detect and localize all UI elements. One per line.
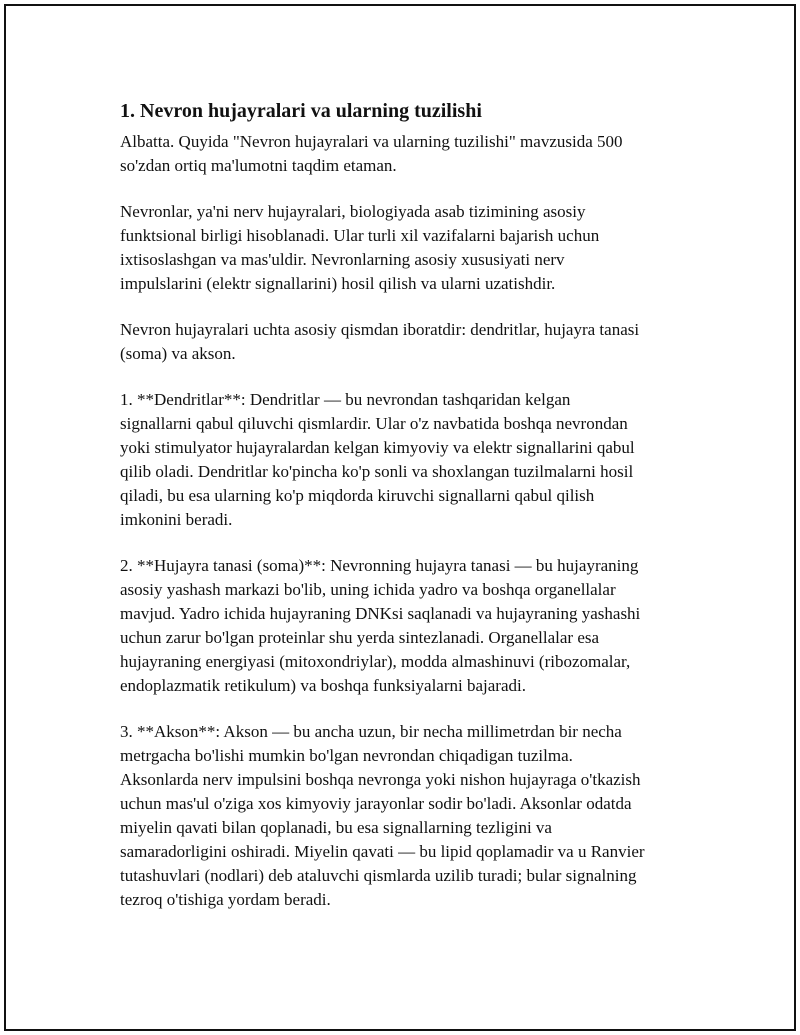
text-line: funktsional birligi hisoblanadi. Ular turli xil vazifalarni bajarish uchun bbox=[120, 226, 600, 245]
text-line: 1. **Dendritlar**: Dendritlar — bu nevrondan tashqaridan kelgan bbox=[120, 390, 571, 409]
text-line: endoplazmatik retikulum) va boshqa funksiyalarni bajaradi. bbox=[120, 676, 526, 695]
document-title: 1. Nevron hujayralari va ularning tuzilishi bbox=[120, 100, 482, 122]
text-line: Nevronlar, ya'ni nerv hujayralari, biologiyada asab tizimining asosiy bbox=[120, 202, 586, 221]
text-line: uchun mas'ul o'ziga xos kimyoviy jarayonlar sodir bo'ladi. Aksonlar odatda bbox=[120, 794, 632, 813]
text-line: 3. **Akson**: Akson — bu ancha uzun, bir necha millimetrdan bir necha bbox=[120, 722, 622, 741]
text-line: so'zdan ortiq ma'lumotni taqdim etaman. bbox=[120, 156, 397, 175]
text-line: Nevron hujayralari uchta asosiy qismdan iboratdir: dendritlar, hujayra tanasi bbox=[120, 320, 640, 339]
text-line: qiladi, bu esa ularning ko'p miqdorda kiruvchi signallarni qabul qilish bbox=[120, 486, 595, 505]
text-line: ixtisoslashgan va mas'uldir. Nevronlarning asosiy xususiyati nerv bbox=[120, 250, 565, 269]
text-line: hujayraning energiyasi (mitoxondriylar), modda almashinuvi (ribozomalar, bbox=[120, 652, 631, 671]
text-line: Aksonlarda nerv impulsini boshqa nevronga yoki nishon hujayraga o'tkazish bbox=[120, 770, 641, 789]
paragraph-neurons-definition bbox=[120, 200, 700, 296]
text-line: miyelin qavati bilan qoplanadi, bu esa signallarning tezligini va bbox=[120, 818, 552, 837]
paragraph-dendrites bbox=[120, 388, 700, 532]
text-line: yoki stimulyator hujayralardan kelgan kimyoviy va elektr signallarini qabul bbox=[120, 438, 635, 457]
paragraph-axon bbox=[120, 720, 700, 912]
page-frame bbox=[4, 4, 796, 1031]
text-line: signallarni qabul qiluvchi qismlardir. Ular o'z navbatida boshqa nevrondan bbox=[120, 414, 628, 433]
paragraph-soma bbox=[120, 554, 700, 698]
paragraph-neuron-parts bbox=[120, 318, 700, 366]
text-line: qilib oladi. Dendritlar ko'pincha ko'p sonli va shoxlangan tuzilmalarni hosil bbox=[120, 462, 634, 481]
text-line: imkonini beradi. bbox=[120, 510, 233, 529]
paragraph-intro bbox=[120, 130, 700, 178]
text-line: uchun zarur bo'lgan proteinlar shu yerda sintezlanadi. Organellalar esa bbox=[120, 628, 600, 647]
text-line: metrgacha bo'lishi mumkin bo'lgan nevrondan chiqadigan tuzilma. bbox=[120, 746, 573, 765]
text-line: samaradorligini oshiradi. Miyelin qavati — bu lipid qoplamadir va u Ranvier bbox=[120, 842, 645, 861]
text-line: asosiy yashash markazi bo'lib, uning ichida yadro va boshqa organellalar bbox=[120, 580, 616, 599]
text-line: tutashuvlari (nodlari) deb ataluvchi qismlarda uzilib turadi; bular signalning bbox=[120, 866, 637, 885]
text-line: tezroq o'tishiga yordam beradi. bbox=[120, 890, 331, 909]
text-line: (soma) va akson. bbox=[120, 344, 236, 363]
document-body bbox=[120, 98, 700, 934]
text-line: Albatta. Quyida "Nevron hujayralari va ularning tuzilishi" mavzusida 500 bbox=[120, 132, 623, 151]
text-line: 2. **Hujayra tanasi (soma)**: Nevronning hujayra tanasi — bu hujayraning bbox=[120, 556, 639, 575]
text-line: mavjud. Yadro ichida hujayraning DNKsi saqlanadi va hujayraning yashashi bbox=[120, 604, 641, 623]
text-line: impulslarini (elektr signallarini) hosil qilish va ularni uzatishdir. bbox=[120, 274, 556, 293]
